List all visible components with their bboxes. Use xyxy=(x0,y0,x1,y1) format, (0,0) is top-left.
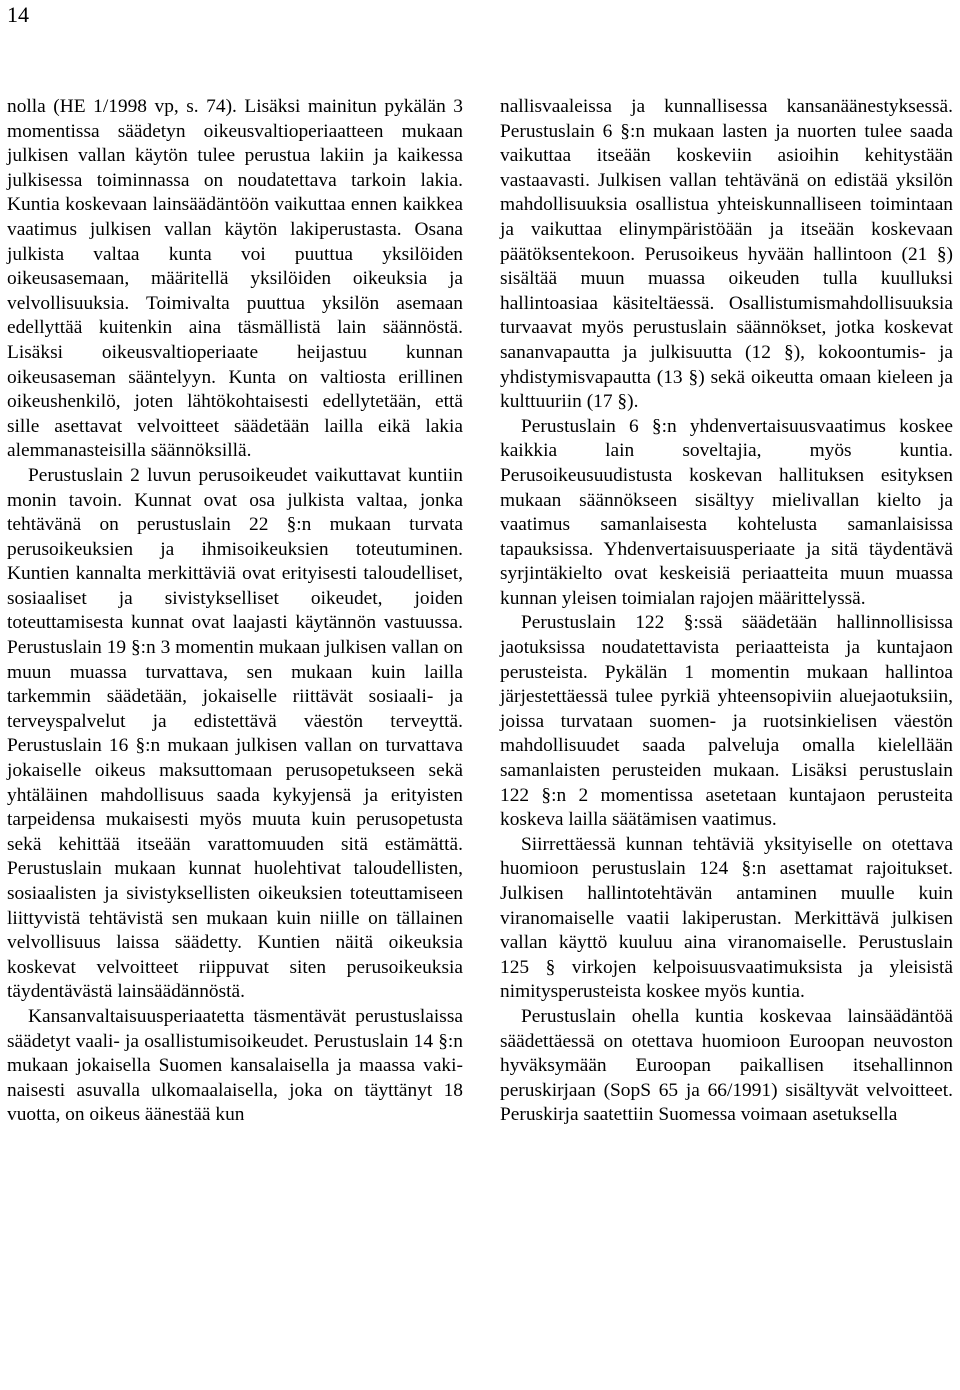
paragraph: Perustuslain 2 luvun perusoikeudet vaikuttavat kuntiin monin tavoin. Kunnat ovat osa julkista valtaa, jonka tehtävänä on perustuslain 22 §:n mukaan turvata perusoikeuksien ja ihmisoikeuksien toteutuminen. Kuntien kannalta merkittäviä ovat erityisesti taloudelliset, sosiaaliset ja sivistykselliset oikeudet, joiden toteuttamisesta kunnat ovat laajasti käytännön vastuussa. Perustuslain 19 §:n 3 momentin mukaan julkisen vallan on muun muassa turvattava, sen mukaan kuin lailla tarkemmin säädetään, jokaiselle riittävät sosiaali- ja terveyspalvelut ja edistettävä väestön terveyttä. Perustuslain 16 §:n mukaan julkisen vallan on turvattava jokaiselle oikeus maksuttomaan perusopetukseen sekä yhtäläinen mahdollisuus saada kykyjensä ja erityisten tarpeidensa mukaisesti myös muuta kuin perusopetusta sekä kehittää itseään varattomuuden sitä estämättä. Perustuslain mukaan kunnat huolehtivat taloudellisten, sosiaalisten ja sivistyksellisten oikeuksien toteuttamiseen liittyvistä tehtävistä sen mukaan kuin niille on tällainen velvollisuus laissa säädetty. Kuntien näitä oikeuksia koskevat velvoitteet riippuvat siten perusoikeuksia täydentävästä lainsäädännöstä. xyxy=(7,464,463,1003)
left-column xyxy=(7,95,463,1128)
right-column xyxy=(500,95,953,1128)
page-number: 14 xyxy=(7,2,29,27)
paragraph: Siirrettäessä kunnan tehtäviä yksityiselle on otettava huomioon perustuslain 124 §:n asettamat rajoitukset. Julkisen hallintotehtävän antaminen muulle kuin viranomaiselle vaatii lakiperustan. Merkittävä julkisen vallan käyttö kuuluu aina viranomaiselle. Perustuslain 125 § virkojen kelpoisuusvaatimuksista ja yleisistä nimitysperusteista koskee myös kuntia. xyxy=(500,833,953,1003)
paragraph: Kansanvaltaisuusperiaatetta täsmentävät perustuslaissa säädetyt vaali- ja osallistumisoikeudet. Perustuslain 14 §:n mukaan jokaisella Suomen kansalaisella ja maassa vakinaisesti asuvalla ulkomaalaisella, joka on täyttänyt 18 vuotta, on oikeus äänestää kun xyxy=(7,1005,463,1126)
paragraph: nallisvaaleissa ja kunnallisessa kansanäänestyksessä. Perustuslain 6 §:n mukaan lasten ja nuorten tulee saada vaikuttaa itseään koskeviin asioihin kehitystään vastaavasti. Julkisen vallan tehtävänä on edistää yksilön mahdollisuuksia osallistua yhteiskunnalliseen toimintaan ja vaikuttaa elinympäristöään ja itseään koskevaan päätöksentekoon. Perusoikeus hyvään hallintoon (21 §) sisältää muun muassa oikeuden tulla kuulluksi hallintoasiaa käsiteltäessä. Osallistumismahdollisuuksia turvaavat myös perustuslain säännökset, jotka koskevat sananvapautta ja julkisuutta (12 §), kokoontumis- ja yhdistymisvapautta (13 §) sekä oikeutta omaan kieleen ja kulttuuriin (17 §). xyxy=(500,96,953,413)
paragraph: Perustuslain ohella kuntia koskevaa lainsäädäntöä säädettäessä on otettava huomioon Euroopan neuvoston hyväksymään Euroopan paikallisen itsehallinnon peruskirjaan (SopS 65 ja 66/1991) sisältyvät velvoitteet. Peruskirja saatettiin Suomessa voimaan asetuksella xyxy=(500,1005,953,1126)
paragraph: Perustuslain 122 §:ssä säädetään hallinnollisissa jaotuksissa noudatettavista periaatteista ja kuntajaon perusteista. Pykälän 1 momentin mukaan hallintoa järjestettäessä tulee pyrkiä yhteensopiviin aluejaotuksiin, joissa turvataan suomen- ja ruotsinkielisen väestön mahdollisuudet saada palveluja omalla kielellään samanlaisten perusteiden mukaan. Lisäksi perustuslain 122 §:n 2 momentissa asetetaan kuntajaon perusteita koskeva lailla säätämisen vaatimus. xyxy=(500,612,953,831)
paragraph: Perustuslain 6 §:n yhdenvertaisuusvaatimus koskee kaikkia lain soveltajia, myös kuntia. Perusoikeusuudistusta koskevan hallituksen esityksen mukaan säännökseen sisältyy mielivallan kielto ja vaatimus samanlaisesta kohtelusta samanlaisissa tapauksissa. Yhdenvertaisuusperiaate ja sitä täydentävä syrjintäkielto ovat keskeisiä periaatteita muun muassa kunnan yleisen toimialan rajojen määrittelyssä. xyxy=(500,415,953,609)
paragraph: nolla (HE 1/1998 vp, s. 74). Lisäksi mainitun pykälän 3 momentissa säädetyn oikeusvaltioperiaatteen mukaan julkisen vallan käytön tulee perustua lakiin ja kaikessa julkisessa toiminnassa on noudatettava tarkoin lakia. Kuntia koskevaan lainsäädäntöön vaikuttaa ennen kaikkea vaatimus julkisen vallan käytön lakiperustasta. Osana julkista valtaa kunta voi puuttua yksilöiden oikeusasemaan, määritellä yksilöiden oikeuksia ja velvollisuuksia. Toimivalta puuttua yksilön asemaan edellyttää kuitenkin aina täsmällistä lain säännöstä. Lisäksi oikeusvaltioperiaate heijastuu kunnan oikeusaseman sääntelyyn. Kunta on valtiosta erillinen oikeushenkilö, joten lähtökohtaisesti edellytetään, että sille asettavat velvoitteet säädetään lailla eikä lakia alemmanasteisilla säännöksillä. xyxy=(7,96,463,462)
